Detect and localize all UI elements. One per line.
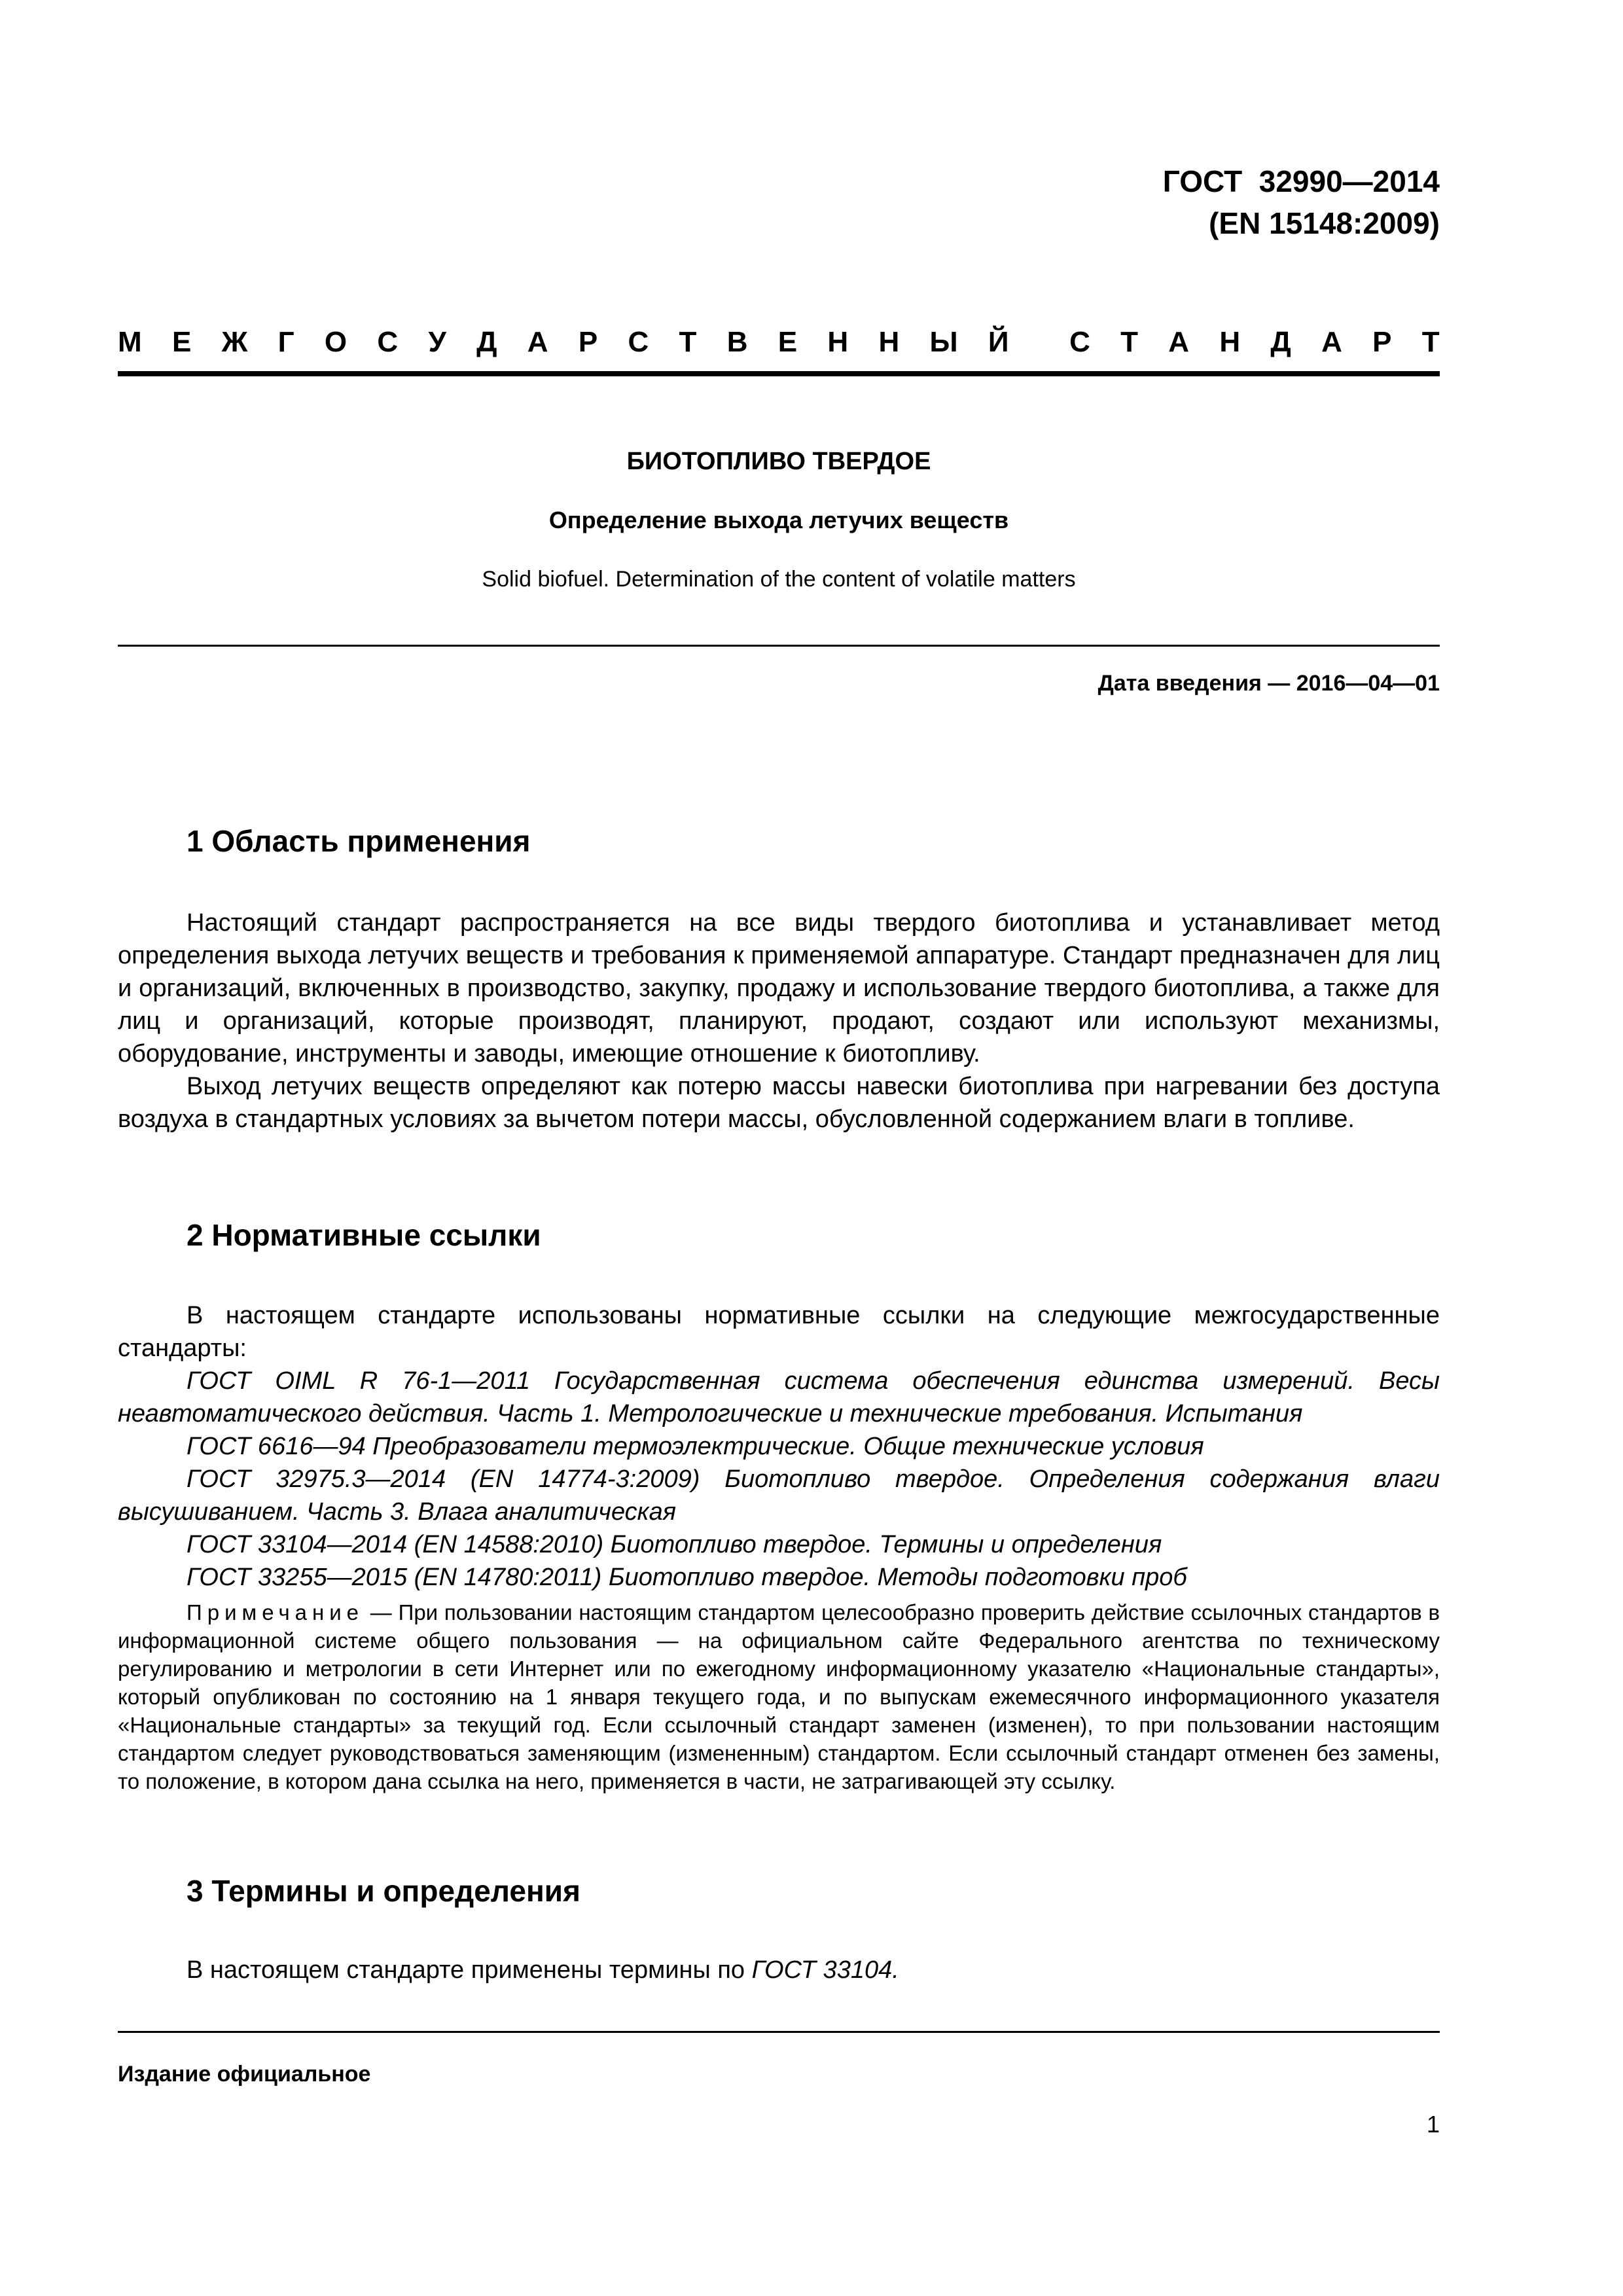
standard-type-letter: Н <box>827 326 849 358</box>
section-1-heading: 1 Область применения <box>187 824 531 858</box>
document-number-gost: ГОСТ 32990—2014 <box>1162 164 1440 198</box>
normative-references-list <box>118 1365 1440 1594</box>
standard-type-letter: Е <box>171 326 192 358</box>
standard-type-letter: Д <box>1270 326 1291 358</box>
standard-type-letter: Ж <box>221 326 248 358</box>
standard-type-letter: О <box>324 326 348 358</box>
section-2-heading: 2 Нормативные ссылки <box>187 1218 541 1252</box>
standard-type-letter: Н <box>878 326 900 358</box>
title-block <box>118 445 1440 596</box>
standard-type-letter: М <box>118 326 142 358</box>
document-title: БИОТОПЛИВО ТВЕРДОЕ <box>626 448 931 475</box>
standard-type-letter: А <box>527 326 548 358</box>
standard-type-letter: С <box>377 326 399 358</box>
title-rule <box>118 645 1440 647</box>
introduction-date: Дата введения — 2016—04—01 <box>1097 671 1440 696</box>
section-1-paragraph-1: Настоящий стандарт распространяется на все виды твердого биотоплива и устанавливает метод определения выхода летучих веществ и требования к применяемой аппаратуре. Стандарт предназначен для лиц и организаций, включенных в производство, закупку, продажу и использование твердого биотоплива, а также для лиц и организаций, которые производят, планируют, продают, создают или используют механизмы, оборудование, инструменты и заводы, имеющие отношение к биотопливу. <box>118 909 1440 1067</box>
standard-type-letter: Д <box>476 326 497 358</box>
footer-rule <box>118 2031 1440 2033</box>
references-note <box>118 1598 1440 1795</box>
section-3-paragraph <box>118 1954 1440 1986</box>
note-label: Примечание <box>187 1600 365 1624</box>
standard-type-letter: Т <box>679 326 697 358</box>
section-1-paragraph-2: Выход летучих веществ определяют как потерю массы навески биотоплива при нагревании без доступа воздуха в стандартных условиях за вычетом потери массы, обусловленной содержанием влаги в топливе. <box>118 1073 1440 1133</box>
standard-type-letter: Р <box>1372 326 1392 358</box>
normative-reference: ГОСТ 6616—94 Преобразователи термоэлектрические. Общие технические условия <box>187 1433 1204 1460</box>
normative-reference: ГОСТ 32975.3—2014 (EN 14774-3:2009) Биотопливо твердое. Определения содержания влаги высушиванием. Часть 3. Влага аналитическая <box>118 1465 1440 1526</box>
standard-type-letter: Ы <box>929 326 958 358</box>
standard-type-letter: Г <box>277 326 294 358</box>
section-2-intro: В настоящем стандарте использованы нормативные ссылки на следующие межгосударственные стандарты: <box>118 1302 1440 1362</box>
header-rule <box>118 371 1440 376</box>
standard-type-letter: В <box>726 326 748 358</box>
document-page <box>118 0 1440 2296</box>
standard-type-letter: С <box>1069 326 1090 358</box>
document-subtitle: Определение выхода летучих веществ <box>548 507 1009 533</box>
document-title-english: Solid biofuel. Determination of the content of volatile matters <box>482 567 1076 592</box>
official-edition-label: Издание официальное <box>118 2062 371 2087</box>
standard-type-letter: А <box>1168 326 1190 358</box>
page-number: 1 <box>1426 2111 1440 2138</box>
standard-type-letter: А <box>1321 326 1342 358</box>
standard-type-letter: Й <box>988 326 1009 358</box>
standard-type-letter: Е <box>777 326 798 358</box>
standard-type-letter: Т <box>1120 326 1139 358</box>
note-text: — При пользовании настоящим стандартом целесообразно проверить действие ссылочных стандартов в информационной системе общего пользования — на официальном сайте Федерального агентства по техническому регулированию и метрологии в сети Интернет или по ежегодному информационному указателю «Национальные стандарты», который опубликован по состоянию на 1 января текущего года, и по выпускам ежемесячного информационного указателя «Национальные стандарты» за текущий год. Если ссылочный стандарт заменен (изменен), то при пользовании настоящим стандартом следует руководствоваться заменяющим (измененным) стандартом. Если ссылочный стандарт отменен без замены, то положение, в котором дана ссылка на него, применяется в части, не затрагивающей эту ссылку. <box>118 1600 1440 1793</box>
standard-type-letter: С <box>628 326 649 358</box>
standard-type-letter: Н <box>1219 326 1241 358</box>
document-number <box>1163 160 1440 244</box>
standard-type-heading <box>118 326 1440 359</box>
normative-reference: ГОСТ OIML R 76-1—2011 Государственная система обеспечения единства измерений. Весы неавтоматического действия. Часть 1. Метрологические и технические требования. Испытания <box>118 1367 1440 1427</box>
normative-reference: ГОСТ 33104—2014 (EN 14588:2010) Биотопливо твердое. Термины и определения <box>187 1531 1162 1558</box>
section-3-text: В настоящем стандарте применены термины по <box>187 1956 752 1984</box>
normative-reference: ГОСТ 33255—2015 (EN 14780:2011) Биотопливо твердое. Методы подготовки проб <box>187 1564 1187 1591</box>
standard-type-letter: Т <box>1421 326 1440 358</box>
section-3-reference: ГОСТ 33104. <box>751 1956 899 1984</box>
document-number-en: (EN 15148:2009) <box>1209 206 1440 240</box>
section-3-heading: 3 Термины и определения <box>187 1874 580 1908</box>
standard-type-letter: Р <box>578 326 598 358</box>
standard-type-letter: У <box>428 326 446 358</box>
